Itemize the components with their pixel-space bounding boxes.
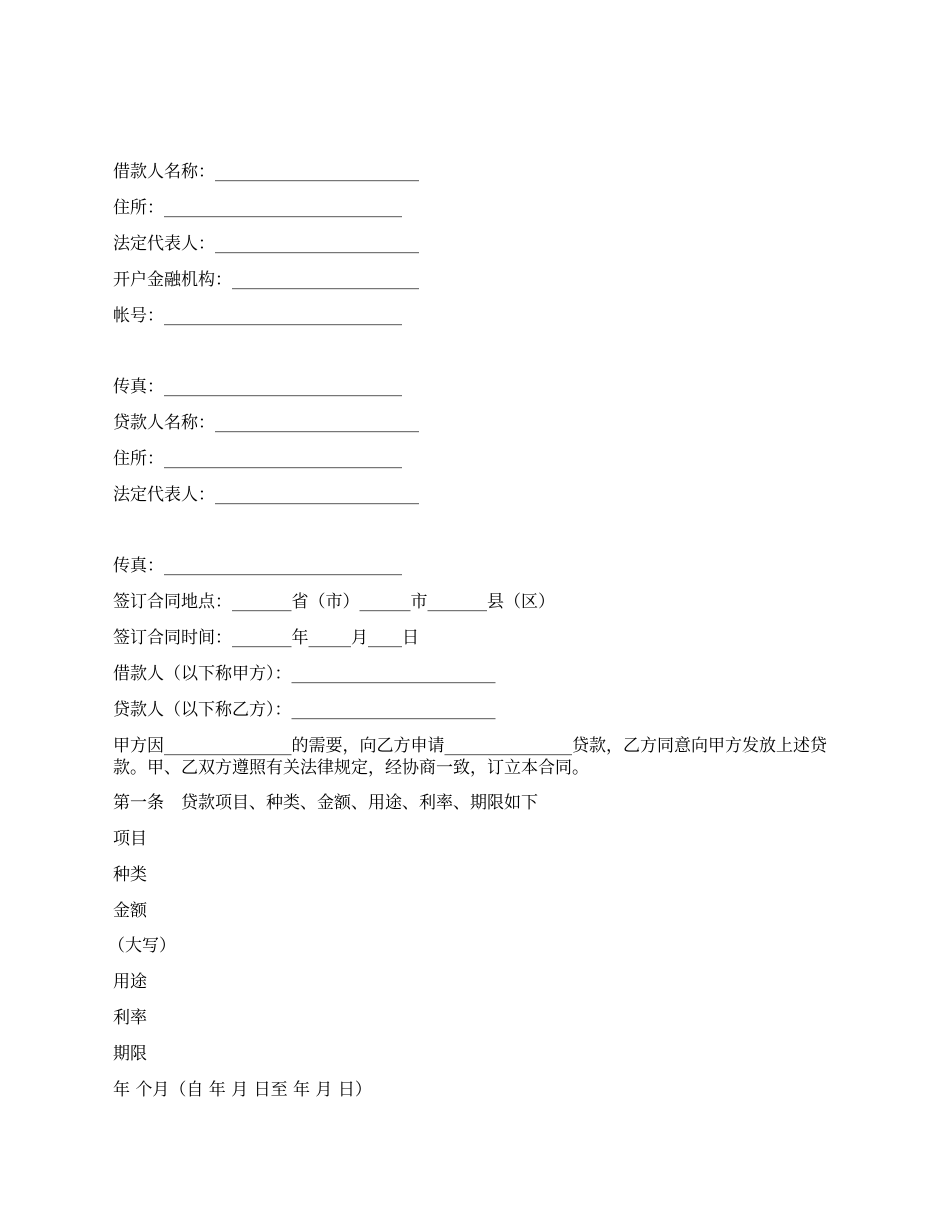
item-label-term: 期限	[113, 1044, 147, 1064]
borrower-account-field: 帐号：____________________________	[113, 306, 402, 326]
lender-name-field: 贷款人名称：________________________	[113, 413, 419, 433]
signing-date-field: 签订合同时间：_______年_____月____日	[113, 628, 419, 648]
borrower-bank-field: 开户金融机构：______________________	[113, 270, 419, 290]
lender-legal-rep-field: 法定代表人：________________________	[113, 485, 419, 505]
item-label-amount-words: （大写）	[108, 936, 176, 956]
term-period-line: 年 个月（自 年 月 日至 年 月 日）	[113, 1080, 372, 1100]
lender-fax-field: 传真：____________________________	[113, 556, 402, 576]
item-label-type: 种类	[113, 865, 147, 885]
item-label-rate: 利率	[113, 1008, 147, 1028]
borrower-name-field: 借款人名称：________________________	[113, 162, 419, 182]
article-1-heading: 第一条 贷款项目、种类、金额、用途、利率、期限如下	[113, 793, 538, 813]
party-b-field: 贷款人（以下称乙方）：________________________	[113, 700, 496, 720]
item-label-project: 项目	[113, 829, 147, 849]
intro-paragraph: 甲方因_______________的需要，向乙方申请_______________贷款，乙方同意向甲方发放上述贷款。甲、乙双方遵照有关法律规定，经协商一致，订立本合同。	[113, 736, 827, 778]
item-label-purpose: 用途	[113, 972, 147, 992]
borrower-fax-field: 传真：____________________________	[113, 377, 402, 397]
item-label-amount: 金额	[113, 901, 147, 921]
lender-address-field: 住所：____________________________	[113, 449, 402, 469]
signing-place-field: 签订合同地点：_______省（市）______市_______县（区）	[113, 592, 555, 612]
party-a-field: 借款人（以下称甲方）：________________________	[113, 664, 496, 684]
borrower-legal-rep-field: 法定代表人：________________________	[113, 234, 419, 254]
borrower-address-field: 住所：____________________________	[113, 198, 402, 218]
